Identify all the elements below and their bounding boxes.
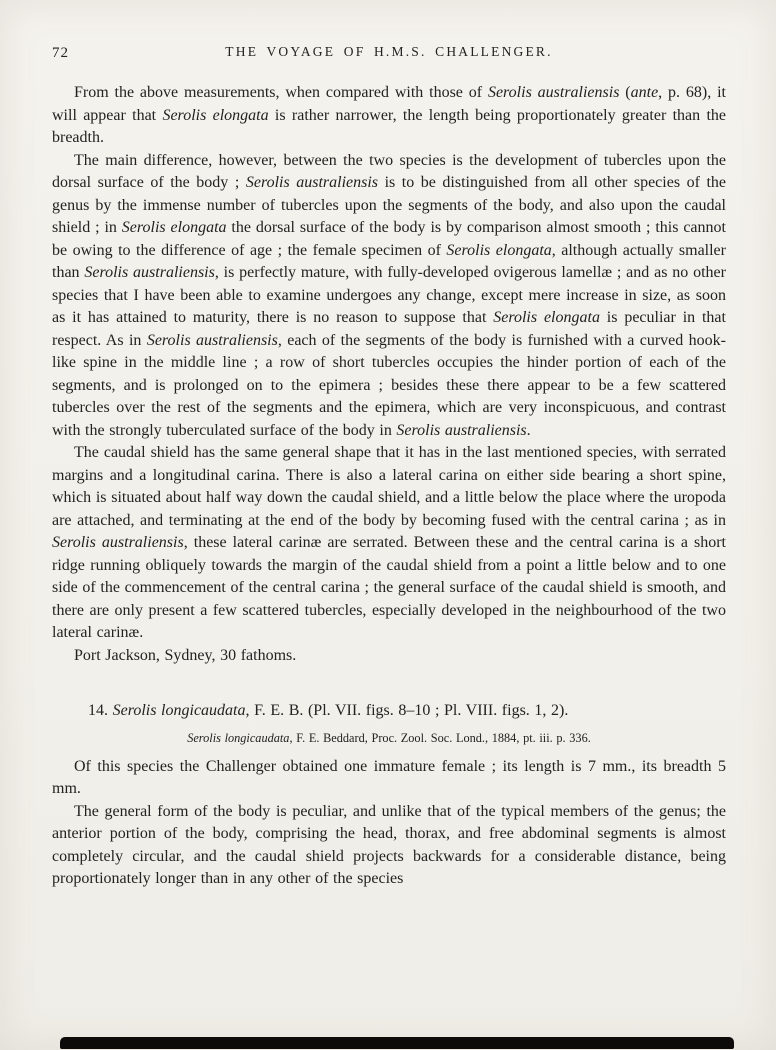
text-run: Of this species the Challenger obtained one immature female ; its length is 7 mm., its breadth 5 mm. xyxy=(52,757,726,797)
text-run-italic: Serolis australiensis xyxy=(487,84,620,101)
text-run: the dorsal surface of the body is by comparison almost smooth ; this cannot be owing to the difference of age ; the female specimen of xyxy=(52,219,726,259)
text-run: , p. 68), it will appear that xyxy=(52,84,726,124)
page-number: 72 xyxy=(52,45,69,61)
text-run-italic: Serolis australiensis xyxy=(52,534,184,551)
scan-artifact-bar xyxy=(60,1037,734,1049)
running-title: THE VOYAGE OF H.M.S. CHALLENGER. xyxy=(225,44,553,59)
text-run: , each of the segments of the body is furnished with a curved hook-like spine in the middle line ; a row of short tubercles occupies the hinder portion of each of the segments, and is prolonged on to the epimera ; besides these there appear to be a few scattered tubercles over the rest of the segments and the epimera, which are very inconspicuous, and contrast with the strongly tuberculated surface of the body in xyxy=(52,331,726,439)
text-run-italic: Serolis longicaudata xyxy=(187,730,290,745)
text-run: , these lateral carinæ are serrated. Between these and the central carina is a short ridge running obliquely towards the margin of the caudal shield from a point a little below and to one side of the commencement of the central carina ; the general surface of the caudal shield is smooth, and there are only present a few scattered tubercles, especially developed in the neighbourhood of the two lateral carinæ. xyxy=(52,534,726,641)
species-heading xyxy=(52,700,726,723)
text-run-italic: Serolis longicaudata xyxy=(112,702,246,719)
page-body xyxy=(52,82,726,891)
text-run: , F. E. Beddard, Proc. Zool. Soc. Lond., 1884, pt. iii. p. 336. xyxy=(289,730,591,745)
text-run: 14. xyxy=(88,702,113,719)
text-run: From the above measurements, when compared with those of xyxy=(74,84,488,101)
text-run-italic: Serolis elongata xyxy=(493,309,600,326)
text-run: is peculiar in that respect. As in xyxy=(52,309,726,349)
text-run: , F. E. B. (Pl. VII. figs. 8–10 ; Pl. VIII. figs. 1, 2). xyxy=(245,702,569,719)
paragraph-tubercles xyxy=(52,150,726,443)
text-run-italic: Serolis australiensis xyxy=(146,331,278,349)
text-run-italic: Serolis australiensis xyxy=(245,174,379,191)
text-run: ( xyxy=(619,84,631,101)
paragraph-general-form xyxy=(52,801,726,891)
text-run: Port Jackson, Sydney, 30 fathoms. xyxy=(74,646,297,664)
paragraph-measurements xyxy=(52,82,726,150)
text-run: is rather narrower, the length being proportionately greater than the breadth. xyxy=(52,106,726,146)
page-header xyxy=(52,44,726,66)
text-run-italic: Serolis elongata xyxy=(121,219,227,236)
text-run: The main difference, however, between the two species is the development of tubercles upon the dorsal surface of the body ; xyxy=(52,151,726,191)
text-run: The general form of the body is peculiar, and unlike that of the typical members of the genus; the anterior portion of the body, comprising the head, thorax, and free abdominal segments is almost completely circular, and the caudal shield projects backwards for a considerable distance, being proportionately longer than in any other of the species xyxy=(52,802,726,887)
citation-line xyxy=(52,730,726,747)
text-run: , is perfectly mature, with fully-developed ovigerous lamellæ ; and as no other species that I have been able to examine undergoes any change, except mere increase in size, as soon as it has attained to maturity, there is no reason to suppose that xyxy=(52,264,726,326)
text-run-italic: Serolis australiensis xyxy=(396,421,527,439)
paragraph-locality xyxy=(52,645,726,668)
text-run-italic: Serolis elongata xyxy=(446,241,552,259)
text-run: The caudal shield has the same general shape that it has in the last mentioned species, with serrated margins and a longitudinal carina. There is also a lateral carina on either side bearing a short spine, which is situated about half way down the caudal shield, and a little below the place where the uropoda are attached, and terminating at the end of the body by becoming fused with the central carina ; as in xyxy=(52,444,726,529)
text-run-italic: Serolis elongata xyxy=(162,106,269,124)
text-run-italic: ante xyxy=(630,84,659,101)
text-run: is to be distinguished from all other species of the genus by the immense number of tubercles upon the segments of the body, and also upon the caudal shield ; in xyxy=(52,174,726,236)
paragraph-caudal-shield xyxy=(52,442,726,645)
text-run: , although actually smaller than xyxy=(52,241,726,281)
text-run: . xyxy=(526,421,531,439)
paragraph-specimen xyxy=(52,756,726,801)
text-run-italic: Serolis australiensis xyxy=(84,264,215,281)
